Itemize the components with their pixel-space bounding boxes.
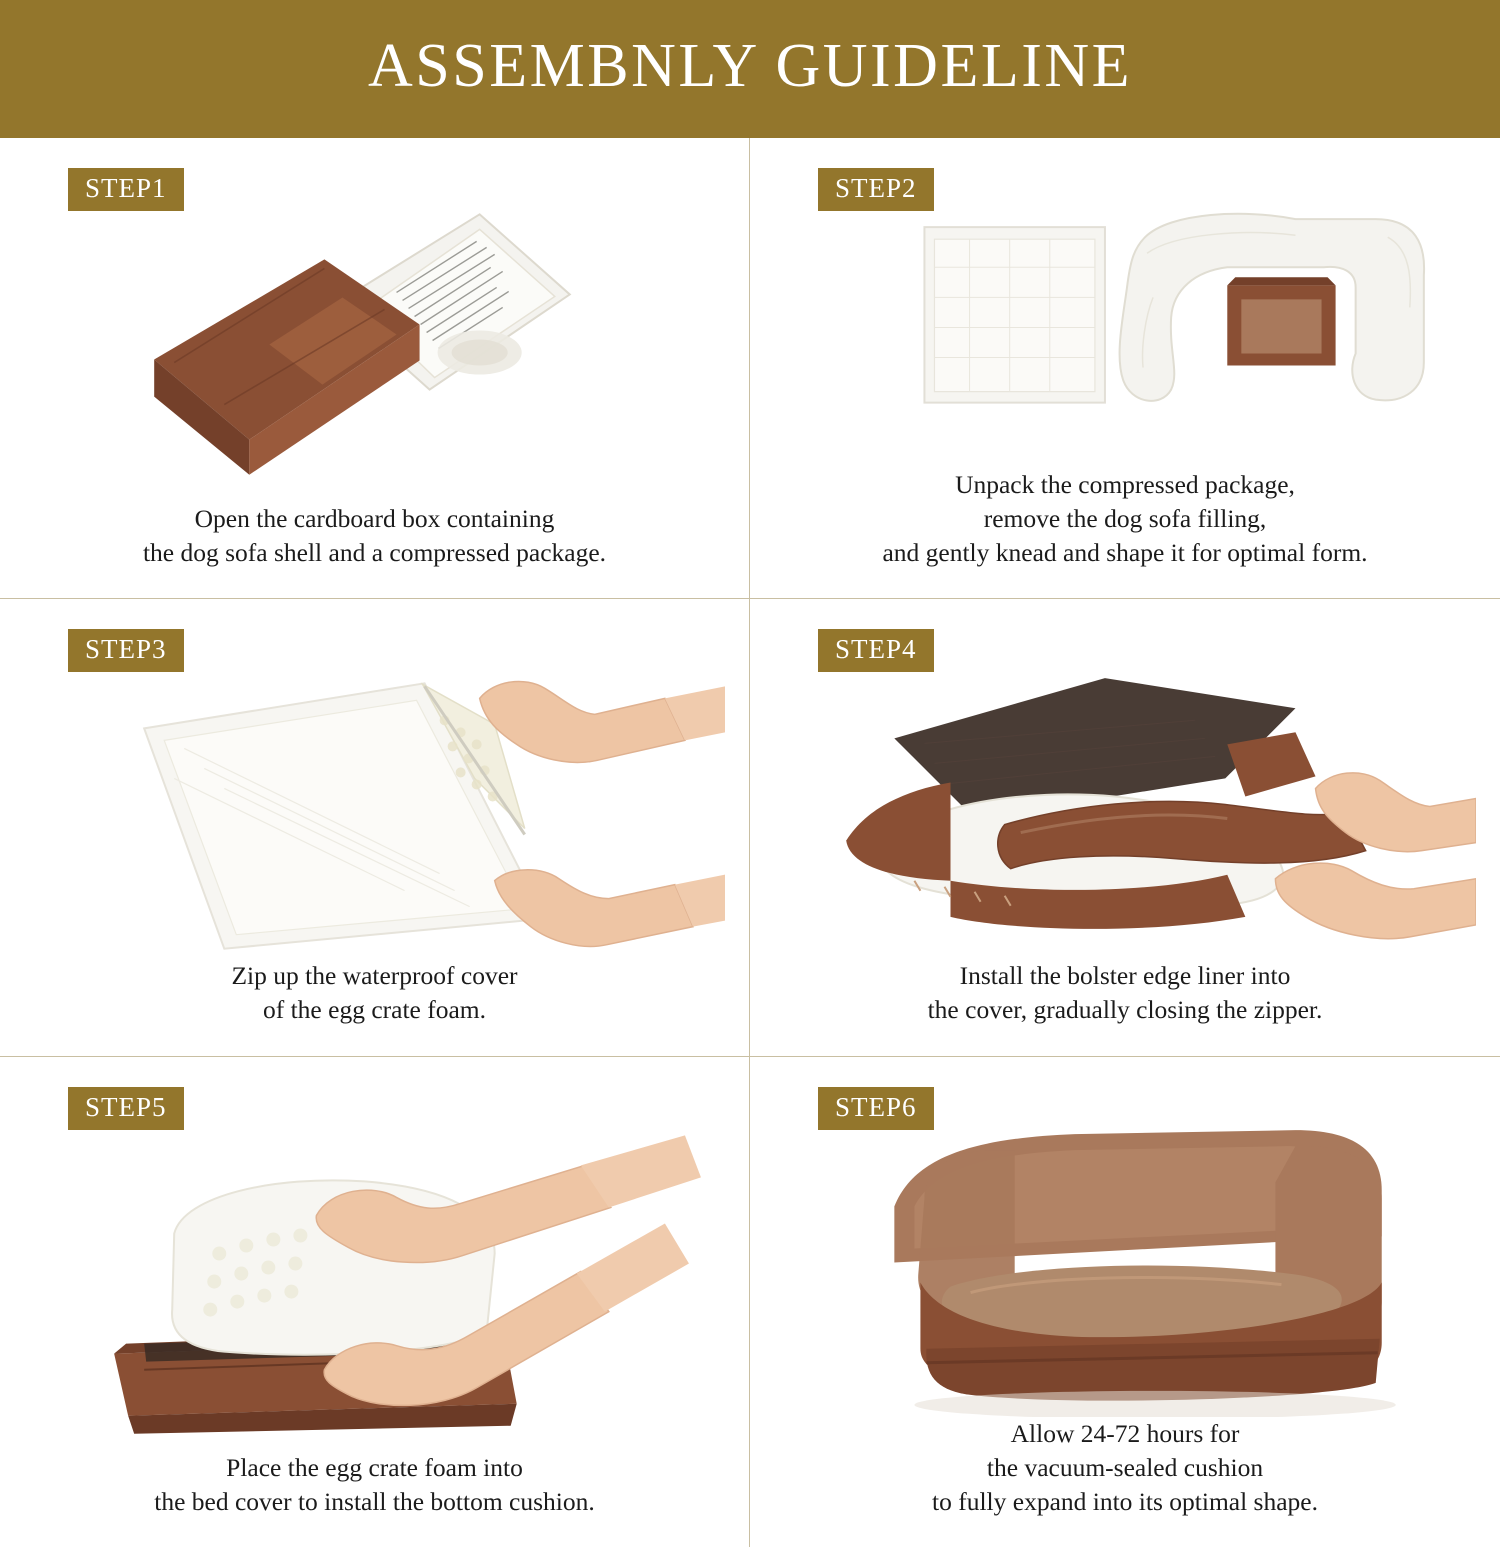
step-badge-4: STEP4 <box>818 629 934 672</box>
steps-grid <box>0 138 1500 1516</box>
hand <box>1275 863 1476 939</box>
step-badge-5: STEP5 <box>68 1087 184 1130</box>
step-card-2 <box>750 138 1500 599</box>
step-caption-2: Unpack the compressed package, remove the dog sofa filling, and gently knead and shape it for optimal form. <box>882 469 1368 568</box>
step-illustration-2 <box>774 167 1476 468</box>
page-title: ASSEMBNLY GUIDELINE <box>367 32 1132 100</box>
step-card-4 <box>750 599 1500 1056</box>
step-badge-2: STEP2 <box>818 168 934 211</box>
step-caption-1: Open the cardboard box containing the dog sofa shell and a compressed package. <box>142 504 607 568</box>
page-header <box>0 0 1500 138</box>
step-illustration-3 <box>24 628 725 959</box>
hand <box>495 870 725 947</box>
hand <box>480 682 725 763</box>
step-badge-1: STEP1 <box>68 168 184 211</box>
step-card-1 <box>0 138 750 599</box>
step-illustration-5 <box>24 1086 725 1451</box>
step-illustration-6 <box>774 1086 1476 1417</box>
step-illustration-4 <box>774 628 1476 959</box>
step-card-3 <box>0 599 750 1056</box>
step-badge-3: STEP3 <box>68 629 184 672</box>
step-card-5 <box>0 1057 750 1547</box>
step-caption-3: Zip up the waterproof cover of the egg crate foam. <box>231 961 518 1025</box>
step-badge-6: STEP6 <box>818 1087 934 1130</box>
step-illustration-1 <box>24 167 725 502</box>
step-caption-6: Allow 24-72 hours for the vacuum-sealed cushion to fully expand into its optimal shape. <box>932 1418 1318 1516</box>
step-caption-5: Place the egg crate foam into the bed cover to install the bottom cushion. <box>154 1452 595 1516</box>
step-card-6 <box>750 1057 1500 1547</box>
step-caption-4: Install the bolster edge liner into the cover, gradually closing the zipper. <box>927 961 1323 1025</box>
